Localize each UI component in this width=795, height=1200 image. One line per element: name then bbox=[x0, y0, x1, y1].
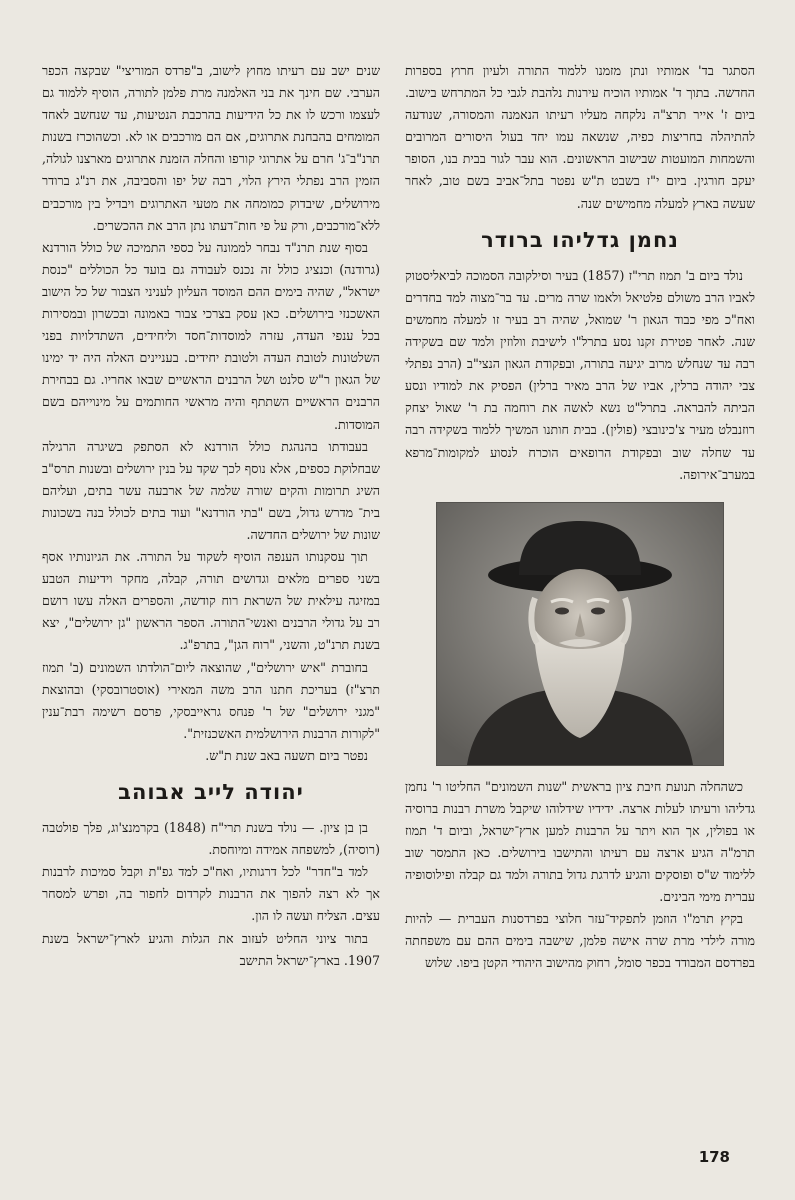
left-paragraph-4: תוך עסקנותו הענפה הוסיף לשקוד על התורה. את הגיונותיו אסף בשני ספרים מלאים וגדושים תורה, קבלה, מחקר וידיעות הטבע במזיגה עילאית של השראת רוח קודשה, והספרים האלה עשו רושם רב על גדולי הרבנים ואנשי־התורה. הספר הראשון "גן ירושלים", יצא בשנת תרנ"ט, והשני, "רוח הגן", בתרפ"ג. bbox=[42, 549, 380, 653]
left-paragraph-7: בן בן ציון. — נולד בשנת תרי"ח (1848) בקרמנצ'וג, פלך פולטבה (רוסיה), למשפחה אמידה ומיוחסת. bbox=[42, 820, 380, 858]
left-paragraph-2: בסוף שנת תרנ"ד נבחר לממונה על כספי התמיכה של כולל הורדנא (גרודנה) וכנציג כולל זה נכנס לעבודה גם בועד כל הכוללים "כנסת ישראל", שהיה בימים ההם המוסד העליון לעניני הצבור של כל הישוב האשכנזי בירושלים. כאן עסק בצרכי צבור באמונה ובכשרון ובמסירות בכל ענפי העדה, עזרה למוסדות־חסד וליחידים, השתדלויות בפני השלטונות לטובת העדה ולטובת יחידים. בעניינים האלה היה יד ימינו של הגאון ר"ש סלנט ושל הרבנים הראשיים שבאו אחריו. גם בבחירת הרבנים הראשיים השתתף והיה מראשי החותמים על מינוייהם בשם המוסדות. bbox=[42, 239, 380, 432]
bio-paragraph: נולד ביום ב' תמוז תרי"ז (1857) בעיר וסילקובה הסמוכה לביאליסטוק לאביו הרב משולם פלטיאל ולאמו שרה מרים. עד בר־מצוה למד בחדרים ואח"כ מפי כבוד הגאון ר' שמואל, שהיה רב בעיר זו למעלה מחמשים שנה. לאחר פטירת זקנו נסע בתרל"ו לישיבת וולוזין ולמד שם בשקידה רבה עד שנחלש מרוב יגיעה בתורה, ובפקודת הגאון הנצי"ב (הרב נפתלי צבי יהודה ברלין, אביו של הרב מאיר ברלין) הפסיק את למודיו ונסע הביתה להבראה. בתרל"ט נשא לאשה את רוחמה בת ר' שאול יצחק רוזנבלט מעיר צ'כינובצי (פולין). בבית חותנו המשיך ללמוד בשקידה רבה עד שחלה שוב ובפקודת הרופאים הוכרח לנסוע למקומות־מרפא במערב־אירופה. bbox=[405, 267, 755, 482]
left-paragraph-3: בעבודתו בהנהגת כולל הורדנא לא הסתפק בשיגרה הרגילה שבחלוקת כספים, אלא נוסף לכך שקד על בנין ירושלים ובשנות תרס"ב השיג תרומות והקים שורה שלמה של ארבעה עשר בתים, ועליהם בית־ מדרש גדול, בשם "בתי הורדנא" ועוד בתים לכולל בנה בשכונות שונות של ירושלים החדשה. bbox=[42, 438, 380, 542]
section-heading-abuhav: יהודה לייב אבוהב bbox=[118, 780, 304, 804]
portrait-photo bbox=[436, 502, 724, 766]
left-paragraph-9: בתור ציוני החליט לעזוב את הגלות והגיע לארץ־ישראל בשנת 1907. בארץ־ישראל התישב bbox=[42, 930, 380, 968]
top-paragraph: הסתגר בד' אמותיו ונתן מזמנו ללמוד התורה ולעיון חרוץ בספרות החדשה. בתוך ד' אמותיו הוכיח עירנות נלהבת לגבי כל המתרחש בישוב. ביום ז' אייר תרצ"ה נלקחה מעליו רעיתו הנאמנה והמסורה, שנודעה להתיהלה בחריצות כפיה, שנשאה עמו יחד בעול היסורים המרובים והשמחות המועטות שבישוב הראשונים. הוא עבר לגור בבית בנו, הסופר יעקב חורגין. ביום י"ז בשבט ת"ש נפטר בתל־אביב בשם טוב, לאחר שעשה בארץ למעלה מחמישים שנה. bbox=[405, 63, 755, 211]
left-paragraph-1: שנים ישב עם רעיתו מחוץ לישוב, ב"פרדס המוריצי" שבקצה הכפר הערבי. שם חינך את בני האלמנה מרת פלמן לתורה, הוסיף ללמוד גם לעצמו ורכש לו את כל הידיעות בהרכבת הנטיעות, עד שנחשב לאחד המומחים בהבחנת אתרוגים, אם הם מורכבים או לא. וכשהוכרז בשנות תרנ"ב־ג' חרם על אתרוגי קורפו והחלה הזמנת אתרוגים מארצנו לגולה, הזמין הרב נפתלי הירץ הלוי, רבה של יפו והסביבה, את רנ"ג ברודר מירושלים, שיבדוק כמומחה את מטעי האתרוגים ויבדיל בין מורכבים ללא־מורכבים, ורק על פי חות־דעתו נתן הרב את ההכשרים. bbox=[42, 63, 380, 233]
left-paragraph-8: למד ב"חדר" לכל דרגותיו, ואח"כ למד גפ"ת וקבל סמיכות לרבנות אך לא רצה להפוך את הרבנות לקרדום לחפור בה, ופרש למסחר עצים. הצליח ועשה לו הון. bbox=[42, 864, 380, 924]
left-paragraph-6: נפטר ביום תשעה באב שנת ת"ש. bbox=[205, 747, 368, 763]
caption-paragraph: כשהחלה תנועת חיבת ציון בראשית "שנות השמונים" החליטו ר' נחמן גדליהו ורעיתו לעלות ארצה. ידידיו שידלוהו שיקבל משרת רבנות ברוסיה או בפולין, אך הוא ויתר על הרבנות למען ארץ־ישראל, וביום ד' תמוז תרמ"ה הגיע ארצה עם רעיתו והתישבו בירושלים. כאן התמסר שוב ללימוד ש"ס ופוסקים והגיע לדרגת גדול בתורה ולמד גם קבלה ופילוסופיה עברית מימי הבינים. bbox=[405, 778, 755, 905]
portrait-image bbox=[437, 503, 723, 765]
right-column bbox=[405, 60, 755, 975]
left-paragraph-5: בחוברת "איש ירושלים", שהוצאה ליום־הולדתו השמונים (ב' תמוז תרצ"ז) בעריכת חתנו הרב משה המאירי (אוסטרובסקי) ובהוצאת "מגני ירושלים" של ר' פנחס גראייבסקי, פרסם רשימה רבת־ענין "לקורות הרבנות הירושלמית האשכנזית". bbox=[42, 659, 380, 741]
section-heading-broder: נחמן גדליהו ברודר bbox=[481, 227, 679, 252]
page-number: 178 bbox=[698, 1148, 730, 1166]
left-column bbox=[42, 60, 380, 972]
last-paragraph: בקיץ תרמ"ו הוזמן לתפקיד־עזר חלוצי בפרדסנות העברית — להיות מורה לילדי מרת שרה אישה פלמן, שישבה בימים ההם עם משפחתה בפרדסם המבודד בכפר סומל, רחוק מהישוב היהודי הקטן ביפו. שלוש bbox=[405, 911, 755, 971]
